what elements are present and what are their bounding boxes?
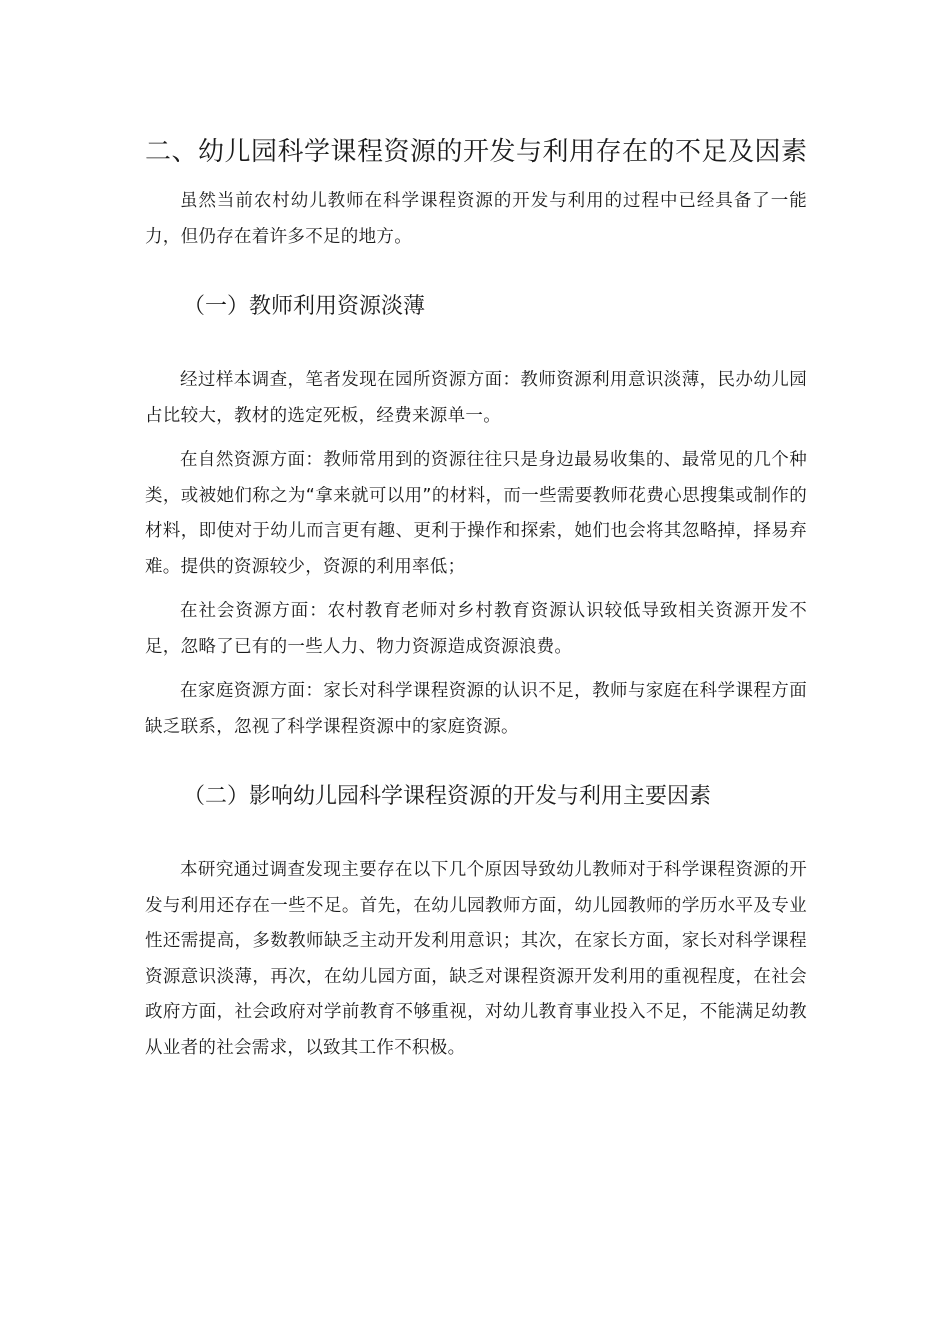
spacer bbox=[145, 817, 807, 853]
spacer bbox=[145, 585, 807, 594]
spacer bbox=[145, 665, 807, 674]
subsection-1-title: （一）教师利用资源淡薄 bbox=[183, 294, 426, 319]
subsection-1-paragraph: 经过样本调查，笔者发现在园所资源方面：教师资源利用意识淡薄，民办幼儿园占比较大，教材的选定死板，经费来源单一。 bbox=[145, 370, 807, 426]
spacer bbox=[145, 327, 807, 363]
document-page bbox=[145, 130, 807, 1066]
spacer bbox=[145, 255, 807, 287]
spacer bbox=[145, 434, 807, 443]
subsection-1-paragraph: 在自然资源方面：教师常用到的资源往往只是身边最易收集的、最常见的几个种类，或被她们称之为“拿来就可以用”的材料，而一些需要教师花费心思搜集或制作的材料，即使对于幼儿而言更有趣、更利于操作和探索，她们也会将其忽略掉，择易弃难。提供的资源较少，资源的利用率低； bbox=[145, 450, 807, 577]
subsection-2-title: （二）影响幼儿园科学课程资源的开发与利用主要因素 bbox=[183, 784, 712, 809]
section-intro-paragraph: 虽然当前农村幼儿教师在科学课程资源的开发与利用的过程中已经具备了一能力，但仍存在着许多不足的地方。 bbox=[145, 191, 807, 247]
subsection-1-paragraph: 在家庭资源方面：家长对科学课程资源的认识不足，教师与家庭在科学课程方面缺乏联系，忽视了科学课程资源中的家庭资源。 bbox=[145, 681, 807, 737]
spacer bbox=[145, 745, 807, 777]
subsection-2-paragraph: 本研究通过调查发现主要存在以下几个原因导致幼儿教师对于科学课程资源的开发与利用还存在一些不足。首先，在幼儿园教师方面，幼儿园教师的学历水平及专业性还需提高，多数教师缺乏主动开发利用意识；其次，在家长方面，家长对科学课程资源意识淡薄，再次，在幼儿园方面，缺乏对课程资源开发利用的重视程度，在社会政府方面，社会政府对学前教育不够重视，对幼儿教育事业投入不足，不能满足幼教从业者的社会需求，以致其工作不积极。 bbox=[145, 860, 807, 1058]
subsection-1-paragraph: 在社会资源方面：农村教育老师对乡村教育资源认识较低导致相关资源开发不足，忽略了已有的一些人力、物力资源造成资源浪费。 bbox=[145, 601, 807, 657]
section-title: 二、幼儿园科学课程资源的开发与利用存在的不足及因素 bbox=[145, 137, 808, 167]
